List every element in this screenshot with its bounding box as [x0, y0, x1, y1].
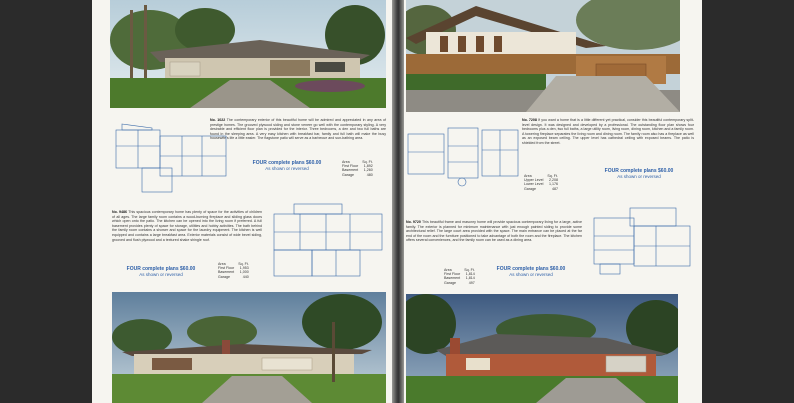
magazine-spread [92, 0, 702, 403]
description-7208 [522, 118, 694, 146]
plans-price-label: FOUR complete plans $60.00 [252, 160, 322, 166]
plans-price-7208 [594, 168, 684, 180]
area-table-1022 [340, 160, 375, 177]
plan-number: No. 9720 [406, 220, 421, 224]
area-row: Garage 497 [444, 280, 475, 285]
description-text: If you want a home that is a little different yet practical, consider this beautiful contemporary split-level design. It was designed and developed by a professional. The outstanding floor plan shows four bedrooms plus a den, two full baths, a large utility room, living room, dining room, kitchen and a family room. A towering fireplace separates the living room and dining room. The family room also has a fireplace as well as an exposed beam ceiling. The upper level has cathedral ceiling with exposed beams. The patio is shielded from the street. [522, 118, 694, 145]
area-row: First Floor 1,953 [218, 266, 249, 271]
area-row: Garage 480 [342, 172, 373, 177]
house-photo-7208 [406, 0, 680, 112]
plan-number: No. 9486 [112, 210, 128, 214]
description-1022 [210, 118, 386, 141]
area-row: Basement 1,260 [342, 168, 373, 173]
house-photo-9486 [112, 292, 386, 403]
house-photo-1022 [110, 0, 386, 108]
area-table-9720 [442, 268, 477, 285]
house-photo-9720 [406, 294, 678, 403]
right-page [404, 0, 702, 403]
area-row: Garage 487 [524, 186, 558, 191]
plans-price-sub: As shown or reversed [509, 272, 553, 277]
description-text: The contemporary exterior of this beautiful home will be admired and appreciated in any area of prestige homes. The grooved plywood siding and stone veneer go well with the contemporary styling. A very desirable and efficient floor plan is provided for the interior. Three bedrooms, a den and two full baths are found in the sleeping area. A very easy kitchen with breakfast bar, family and full bath will make the busy housewife's life a little easier. The flagstone patio will serve as a barbecue and sun-bathing area. [210, 118, 386, 141]
area-row: First Floor 1,892 [342, 164, 373, 169]
plans-price-sub: As shown or reversed [139, 272, 183, 277]
plans-price-sub: As shown or reversed [617, 174, 661, 179]
area-row: Area Sq. Ft. [342, 160, 373, 164]
floor-plan-9486 [270, 200, 386, 280]
area-row: Upper Level 2,208 [524, 178, 558, 183]
area-table-7208 [522, 174, 560, 191]
floor-plan-1022 [112, 122, 230, 198]
area-row: Basement 1,000 [218, 270, 249, 275]
plans-price-sub: As shown or reversed [265, 166, 309, 171]
plans-price-9720 [486, 266, 576, 278]
floor-plan-9720 [590, 206, 696, 278]
left-page [92, 0, 392, 403]
area-row: Lower Level 1,176 [524, 182, 558, 187]
description-9720 [406, 220, 582, 243]
description-text: This spacious contemporary home has plenty of space for the activities of children of all ages. The large family room contains a wood-burning fireplace and sliding glass doors which open onto the patio. The kitchen can be opened into the living room if preferred. A full basement provides plenty of space for storage, utilities and hobby activities. The bath behind the family room contains a shower and space for the laundry equipment. The kitchen is well equipped and contains a large breakfast area. Exterior materials consist of wide bevel siding, grooved and flush plywood and a textured shake shingle roof. [112, 210, 262, 242]
plan-number: No. 1022 [210, 118, 226, 122]
plan-number: No. 7208 [522, 118, 537, 122]
area-row: First Floor 1,814 [444, 272, 475, 277]
plans-price-label: FOUR complete plans $60.00 [496, 266, 566, 272]
plans-price-1022 [242, 160, 332, 172]
plans-price-label: FOUR complete plans $60.00 [604, 168, 674, 174]
area-row: Basement 1,814 [444, 276, 475, 281]
description-9486 [112, 210, 262, 242]
area-row: Area Sq. Ft. [218, 262, 249, 266]
area-row: Garage 440 [218, 274, 249, 279]
description-text: This beautiful frame and masonry home will provide spacious contemporary living for a large, active family. The exterior is planned for minimum maintenance with just enough painted siding to provide some architectural relief. The large court area provided with the space. The main entrance can be placed at the far end of the room and the furniture positioned to take advantage of both the room and the fireplace. The kitchen offers several conveniences, and the family room can be used as a dining area. [406, 220, 582, 243]
area-table-9486 [216, 262, 251, 279]
plans-price-9486 [116, 266, 206, 278]
page-gutter [392, 0, 404, 403]
area-row: Area Sq. Ft. [444, 268, 475, 272]
floor-plan-7208 [404, 124, 522, 190]
area-row: Area Sq. Ft. [524, 174, 558, 178]
plans-price-label: FOUR complete plans $60.00 [126, 266, 196, 272]
